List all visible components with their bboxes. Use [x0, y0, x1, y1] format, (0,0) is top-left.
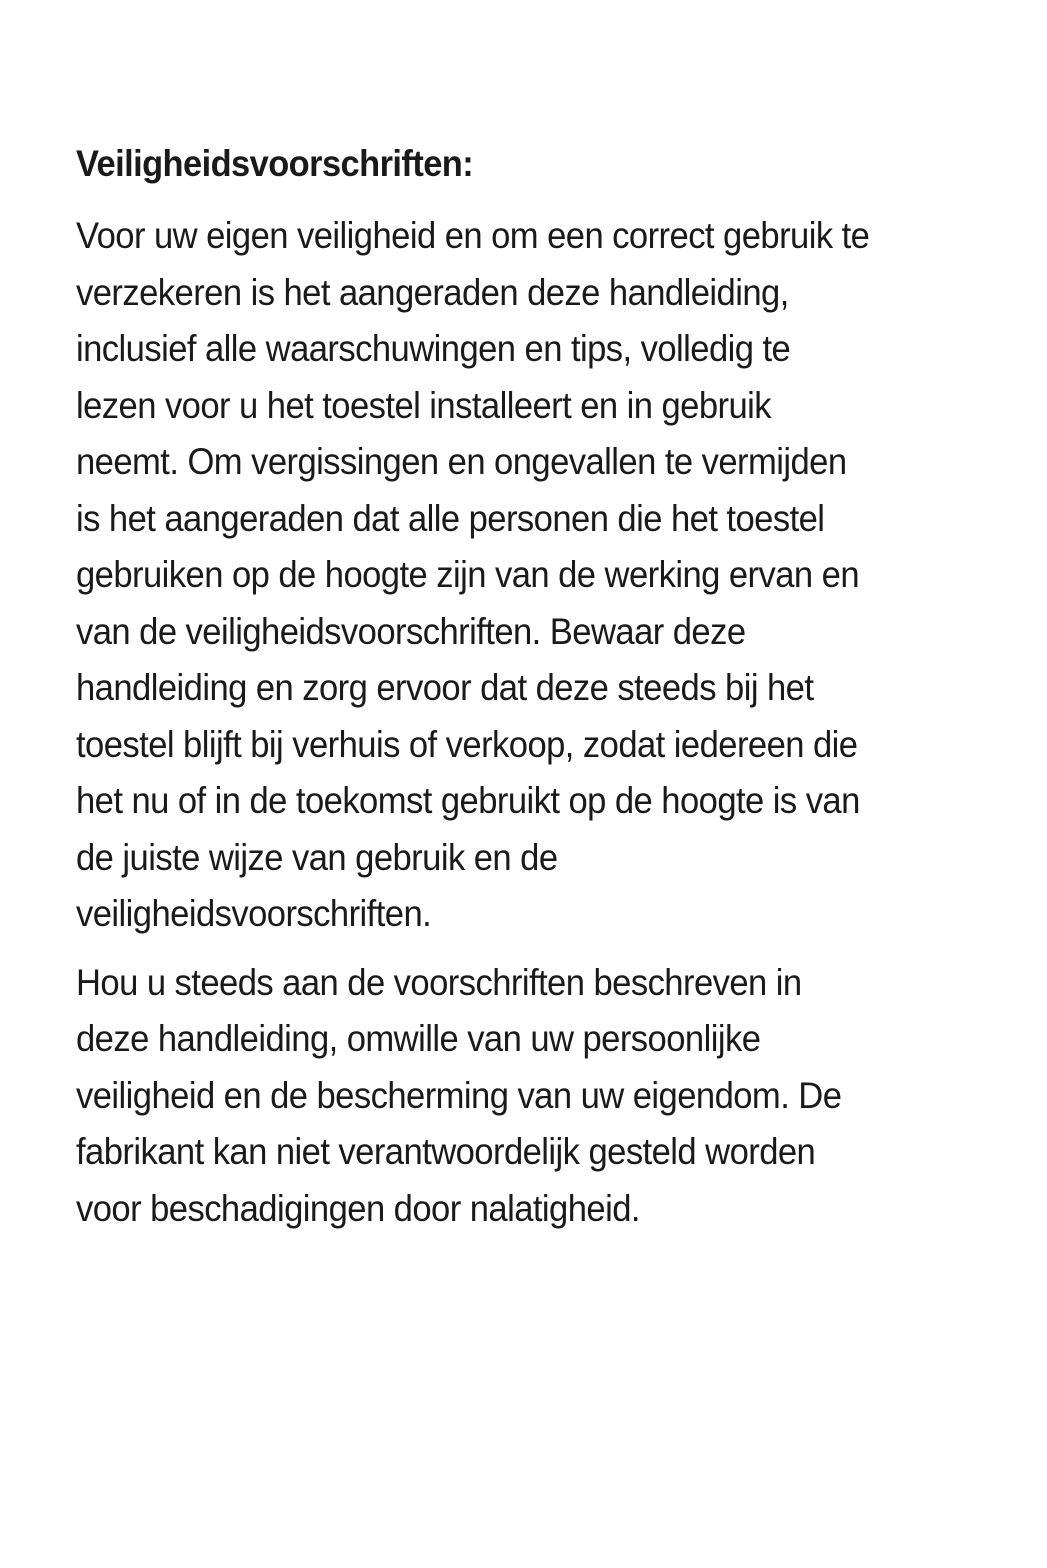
paragraph-safety-intro [76, 208, 986, 943]
text-line: Voor uw eigen veiligheid en om een correct gebruik te [76, 215, 870, 256]
text-line: lezen voor u het toestel installeert en in gebruik [76, 384, 772, 426]
paragraph-compliance [76, 955, 986, 1238]
text-line: fabrikant kan niet verantwoordelijk gesteld worden [76, 1131, 816, 1172]
section-heading: Veiligheidsvoorschriften: [76, 143, 474, 184]
text-line: het nu of in de toekomst gebruikt op de hoogte is van [76, 780, 860, 821]
text-line: Hou u steeds aan de voorschriften beschreven in [76, 961, 802, 1003]
text-line: is het aangeraden dat alle personen die het toestel [76, 497, 825, 539]
text-line: handleiding en zorg ervoor dat deze steeds bij het [76, 667, 814, 708]
text-line: toestel blijft bij verhuis of verkoop, zodat iedereen die [76, 723, 858, 765]
document-page [76, 138, 986, 1249]
text-line: neemt. Om vergissingen en ongevallen te vermijden [76, 441, 847, 482]
text-line: van de veiligheidsvoorschriften. Bewaar deze [76, 610, 746, 652]
text-line: de juiste wijze van gebruik en de [76, 836, 558, 878]
text-line: inclusief alle waarschuwingen en tips, volledig te [76, 328, 791, 369]
text-line: veiligheidsvoorschriften. [76, 893, 432, 934]
text-line: gebruiken op de hoogte zijn van de werking ervan en [76, 554, 860, 595]
text-line: verzekeren is het aangeraden deze handleiding, [76, 271, 789, 313]
text-line: voor beschadigingen door nalatigheid. [76, 1187, 640, 1229]
text-line: deze handleiding, omwille van uw persoonlijke [76, 1018, 761, 1059]
text-line: veiligheid en de bescherming van uw eigendom. De [76, 1074, 842, 1116]
